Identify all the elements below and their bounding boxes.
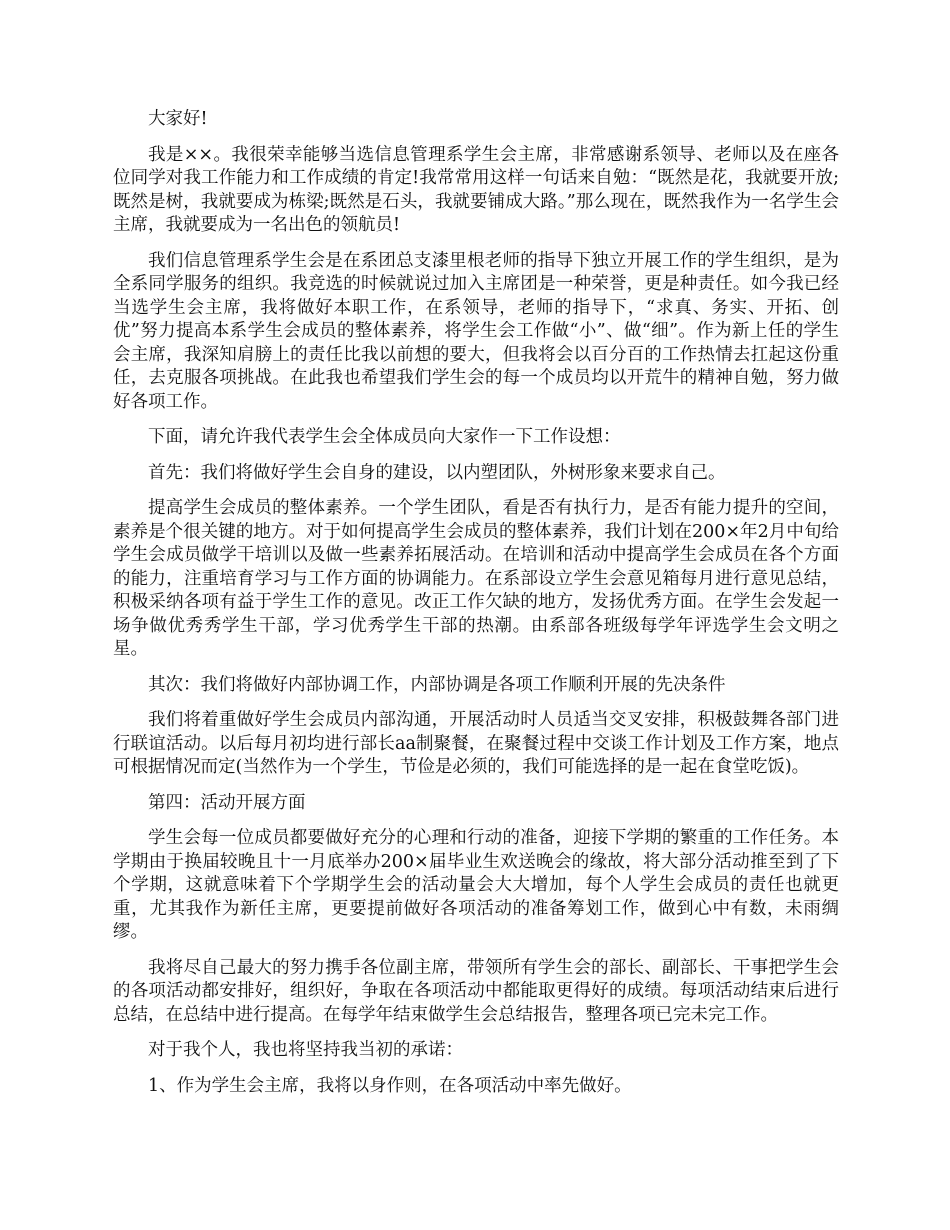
- paragraph-first-point: 首先：我们将做好学生会自身的建设，以内塑团队，外树形象来要求自己。: [148, 462, 726, 483]
- paragraph-introduction: 我是××。我很荣幸能够当选信息管理系学生会主席，非常感谢系领导、老师以及在座各位同学对我工作能力和工作成绩的肯定!我常常用这样一句话来自勉：“既然是花，我就要开放;既然是树，我就要成为栋梁;既然是石头，我就要铺成大路。”那么现在，既然我作为一名学生会主席，我就要成为一名出色的领航员!: [113, 144, 839, 235]
- paragraph-student-union: 我们信息管理系学生会是在系团总支漆里根老师的指导下独立开展工作的学生组织，是为全系同学服务的组织。我竞选的时候就说过加入主席团是一种荣誉，更是种责任。如今我已经当选学生会主席，我将做好本职工作，在系领导，老师的指导下，“求真、务实、开拓、创优”努力提高本系学生会成员的整体素养，将学生会工作做“小”、做“细”。作为新上任的学生会主席，我深知肩膀上的责任比我以前想的要大，但我将会以百分百的工作热情去扛起这份重任，去克服各项挑战。在此我也希望我们学生会的每一个成员均以开荒牛的精神自勉，努力做好各项工作。: [113, 250, 839, 412]
- paragraph-commitment: 我将尽自己最大的努力携手各位副主席，带领所有学生会的部长、副部长、干事把学生会的各项活动都安排好，组织好，争取在各项活动中都能取更得好的成绩。每项活动结束后进行总结，在总结中进行提高。在每学年结束做学生会总结报告，整理各项已完未完工作。: [113, 957, 839, 1025]
- greeting: 大家好!: [148, 109, 208, 129]
- paragraph-activity-preparation: 学生会每一位成员都要做好充分的心理和行动的准备，迎接下学期的繁重的工作任务。本学期由于换届较晚且十一月底举办200×届毕业生欢送晚会的缘故，将大部分活动推至到了下个学期，这就意味着下个学期学生会的活动量会大大增加，每个人学生会成员的责任也就更重，尤其我作为新任主席，更要提前做好各项活动的准备筹划工作，做到心中有数，未雨绸缪。: [113, 828, 839, 942]
- paragraph-work-plan-intro: 下面，请允许我代表学生会全体成员向大家作一下工作设想：: [148, 427, 621, 447]
- paragraph-internal-communication: 我们将着重做好学生会成员内部沟通，开展活动时人员适当交叉安排，积极鼓舞各部门进行联谊活动。以后每月初均进行部长aa制聚餐，在聚餐过程中交谈工作计划及工作方案，地点可根据情况而定(当然作为一个学生，节俭是必须的，我们可能选择的是一起在食堂吃饭)。: [113, 710, 839, 777]
- paragraph-quality-improvement: 提高学生会成员的整体素养。一个学生团队，看是否有执行力，是否有能力提升的空间，素养是个很关键的地方。对于如何提高学生会成员的整体素养，我们计划在200×年2月中旬给学生会成员做学干培训以及做一些素养拓展活动。在培训和活动中提高学生会成员在各个方面的能力，注重培育学习与工作方面的协调能力。在系部设立学生会意见箱每月进行意见总结，积极采纳各项有益于学生工作的意见。改正工作欠缺的地方，发扬优秀方面。在学生会发起一场争做优秀秀学生干部，学习优秀学生干部的热潮。由系部各班级每学年评选学生会文明之星。: [113, 498, 839, 659]
- paragraph-fourth-point: 第四：活动开展方面: [148, 792, 306, 813]
- paragraph-promise-item-1: 1、作为学生会主席，我将以身作则，在各项活动中率先做好。: [148, 1075, 632, 1096]
- paragraph-personal-promise-intro: 对于我个人，我也将坚持我当初的承诺：: [148, 1040, 463, 1060]
- document-body: [113, 108, 839, 1110]
- paragraph-second-point: 其次：我们将做好内部协调工作，内部协调是各项工作顺利开展的先决条件: [148, 674, 726, 695]
